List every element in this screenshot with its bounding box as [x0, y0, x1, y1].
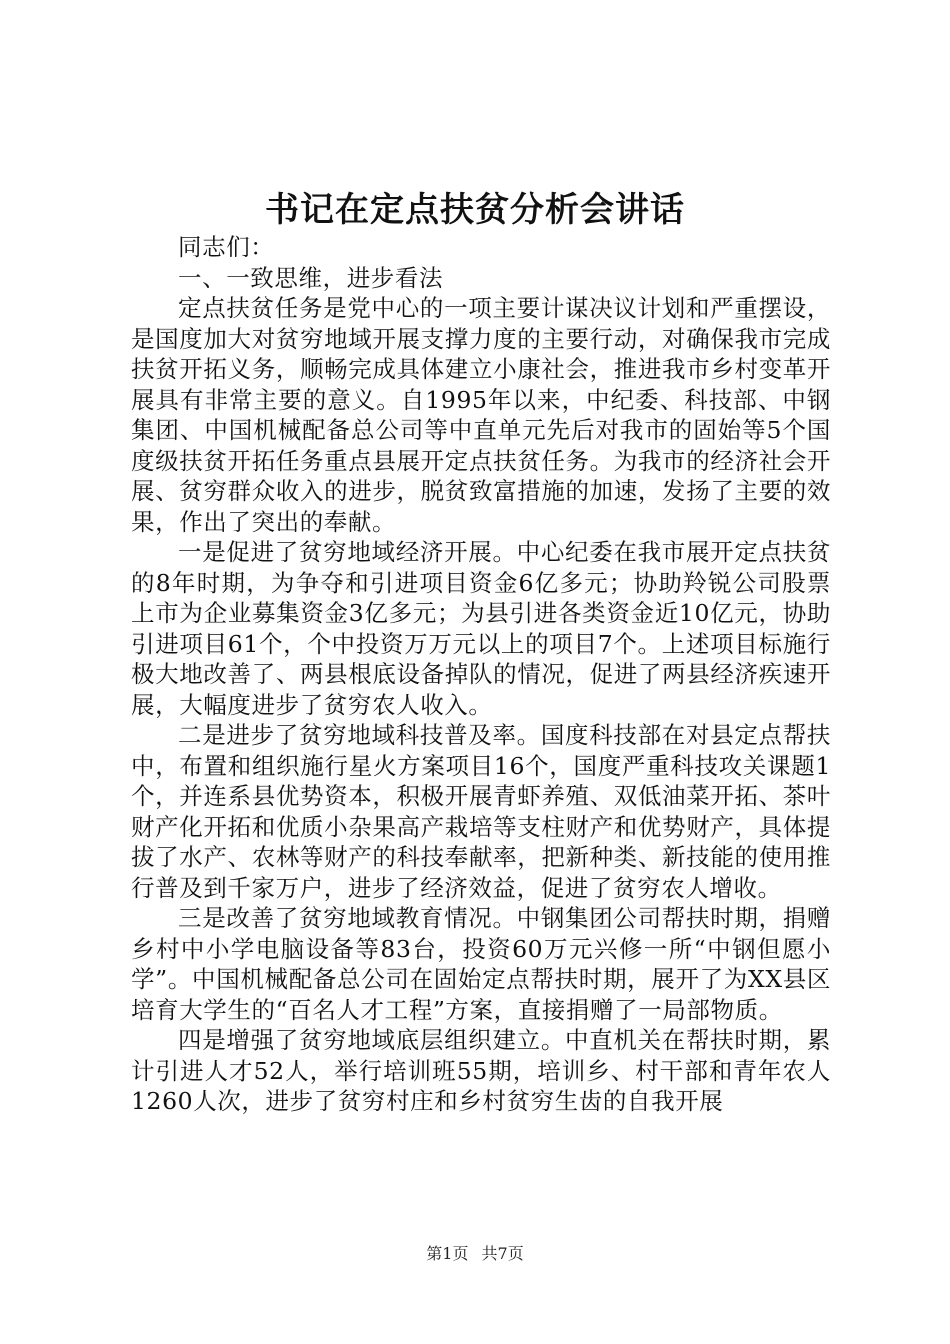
page-total: 共7页 [481, 1244, 524, 1263]
document-body [131, 232, 831, 1117]
body-paragraph: 二是进步了贫穷地域科技普及率。国度科技部在对县定点帮扶中，布置和组织施行星火方案项目16个，国度严重科技攻关课题1个，并连系县优势资本，积极开展青虾养殖、双低油菜开拓、茶叶财产化开拓和优质小杂果高产栽培等支柱财产和优势财产，具体提拔了水产、农林等财产的科技奉献率，把新种类、新技能的使用推行普及到千家万户，进步了经济效益，促进了贫穷农人增收。 [131, 721, 831, 902]
page-number: 第1页 [426, 1244, 469, 1263]
salutation-paragraph: 同志们： [178, 233, 275, 261]
document-title: 书记在定点扶贫分析会讲话 [265, 190, 685, 230]
body-paragraph: 一是促进了贫穷地域经济开展。中心纪委在我市展开定点扶贫的8年时期，为争夺和引进项目资金6亿多元；协助羚锐公司股票上市为企业募集资金3亿多元；为县引进各类资金近10亿元，协助引进项目61个，个中投资万万元以上的项目7个。上述项目标施行极大地改善了、两县根底设备掉队的情况，促进了两县经济疾速开展，大幅度进步了贫穷农人收入。 [131, 538, 831, 719]
body-paragraph: 三是改善了贫穷地域教育情况。中钢集团公司帮扶时期，捐赠乡村中小学电脑设备等83台，投资60万元兴修一所“中钢但愿小学”。中国机械配备总公司在固始定点帮扶时期，展开了为XX县区培育大学生的“百名人才工程”方案，直接捐赠了一局部物质。 [131, 904, 831, 1024]
body-paragraph: 定点扶贫任务是党中心的一项主要计谋决议计划和严重摆设，是国度加大对贫穷地域开展支撑力度的主要行动，对确保我市完成扶贫开拓义务，顺畅完成具体建立小康社会，推进我市乡村变革开展具有非常主要的意义。自1995年以来，中纪委、科技部、中钢集团、中国机械配备总公司等中直单元先后对我市的固始等5个国度级扶贫开拓任务重点县展开定点扶贫任务。为我市的经济社会开展、贫穷群众收入的进步，脱贫致富措施的加速，发扬了主要的效果，作出了突出的奉献。 [131, 294, 831, 536]
section-heading: 一、一致思维，进步看法 [178, 263, 444, 292]
page-footer [0, 1243, 950, 1265]
body-paragraph: 四是增强了贫穷地域底层组织建立。中直机关在帮扶时期，累计引进人才52人，举行培训班55期，培训乡、村干部和青年农人1260人次，进步了贫穷村庄和乡村贫穷生齿的自我开展 [131, 1026, 831, 1115]
